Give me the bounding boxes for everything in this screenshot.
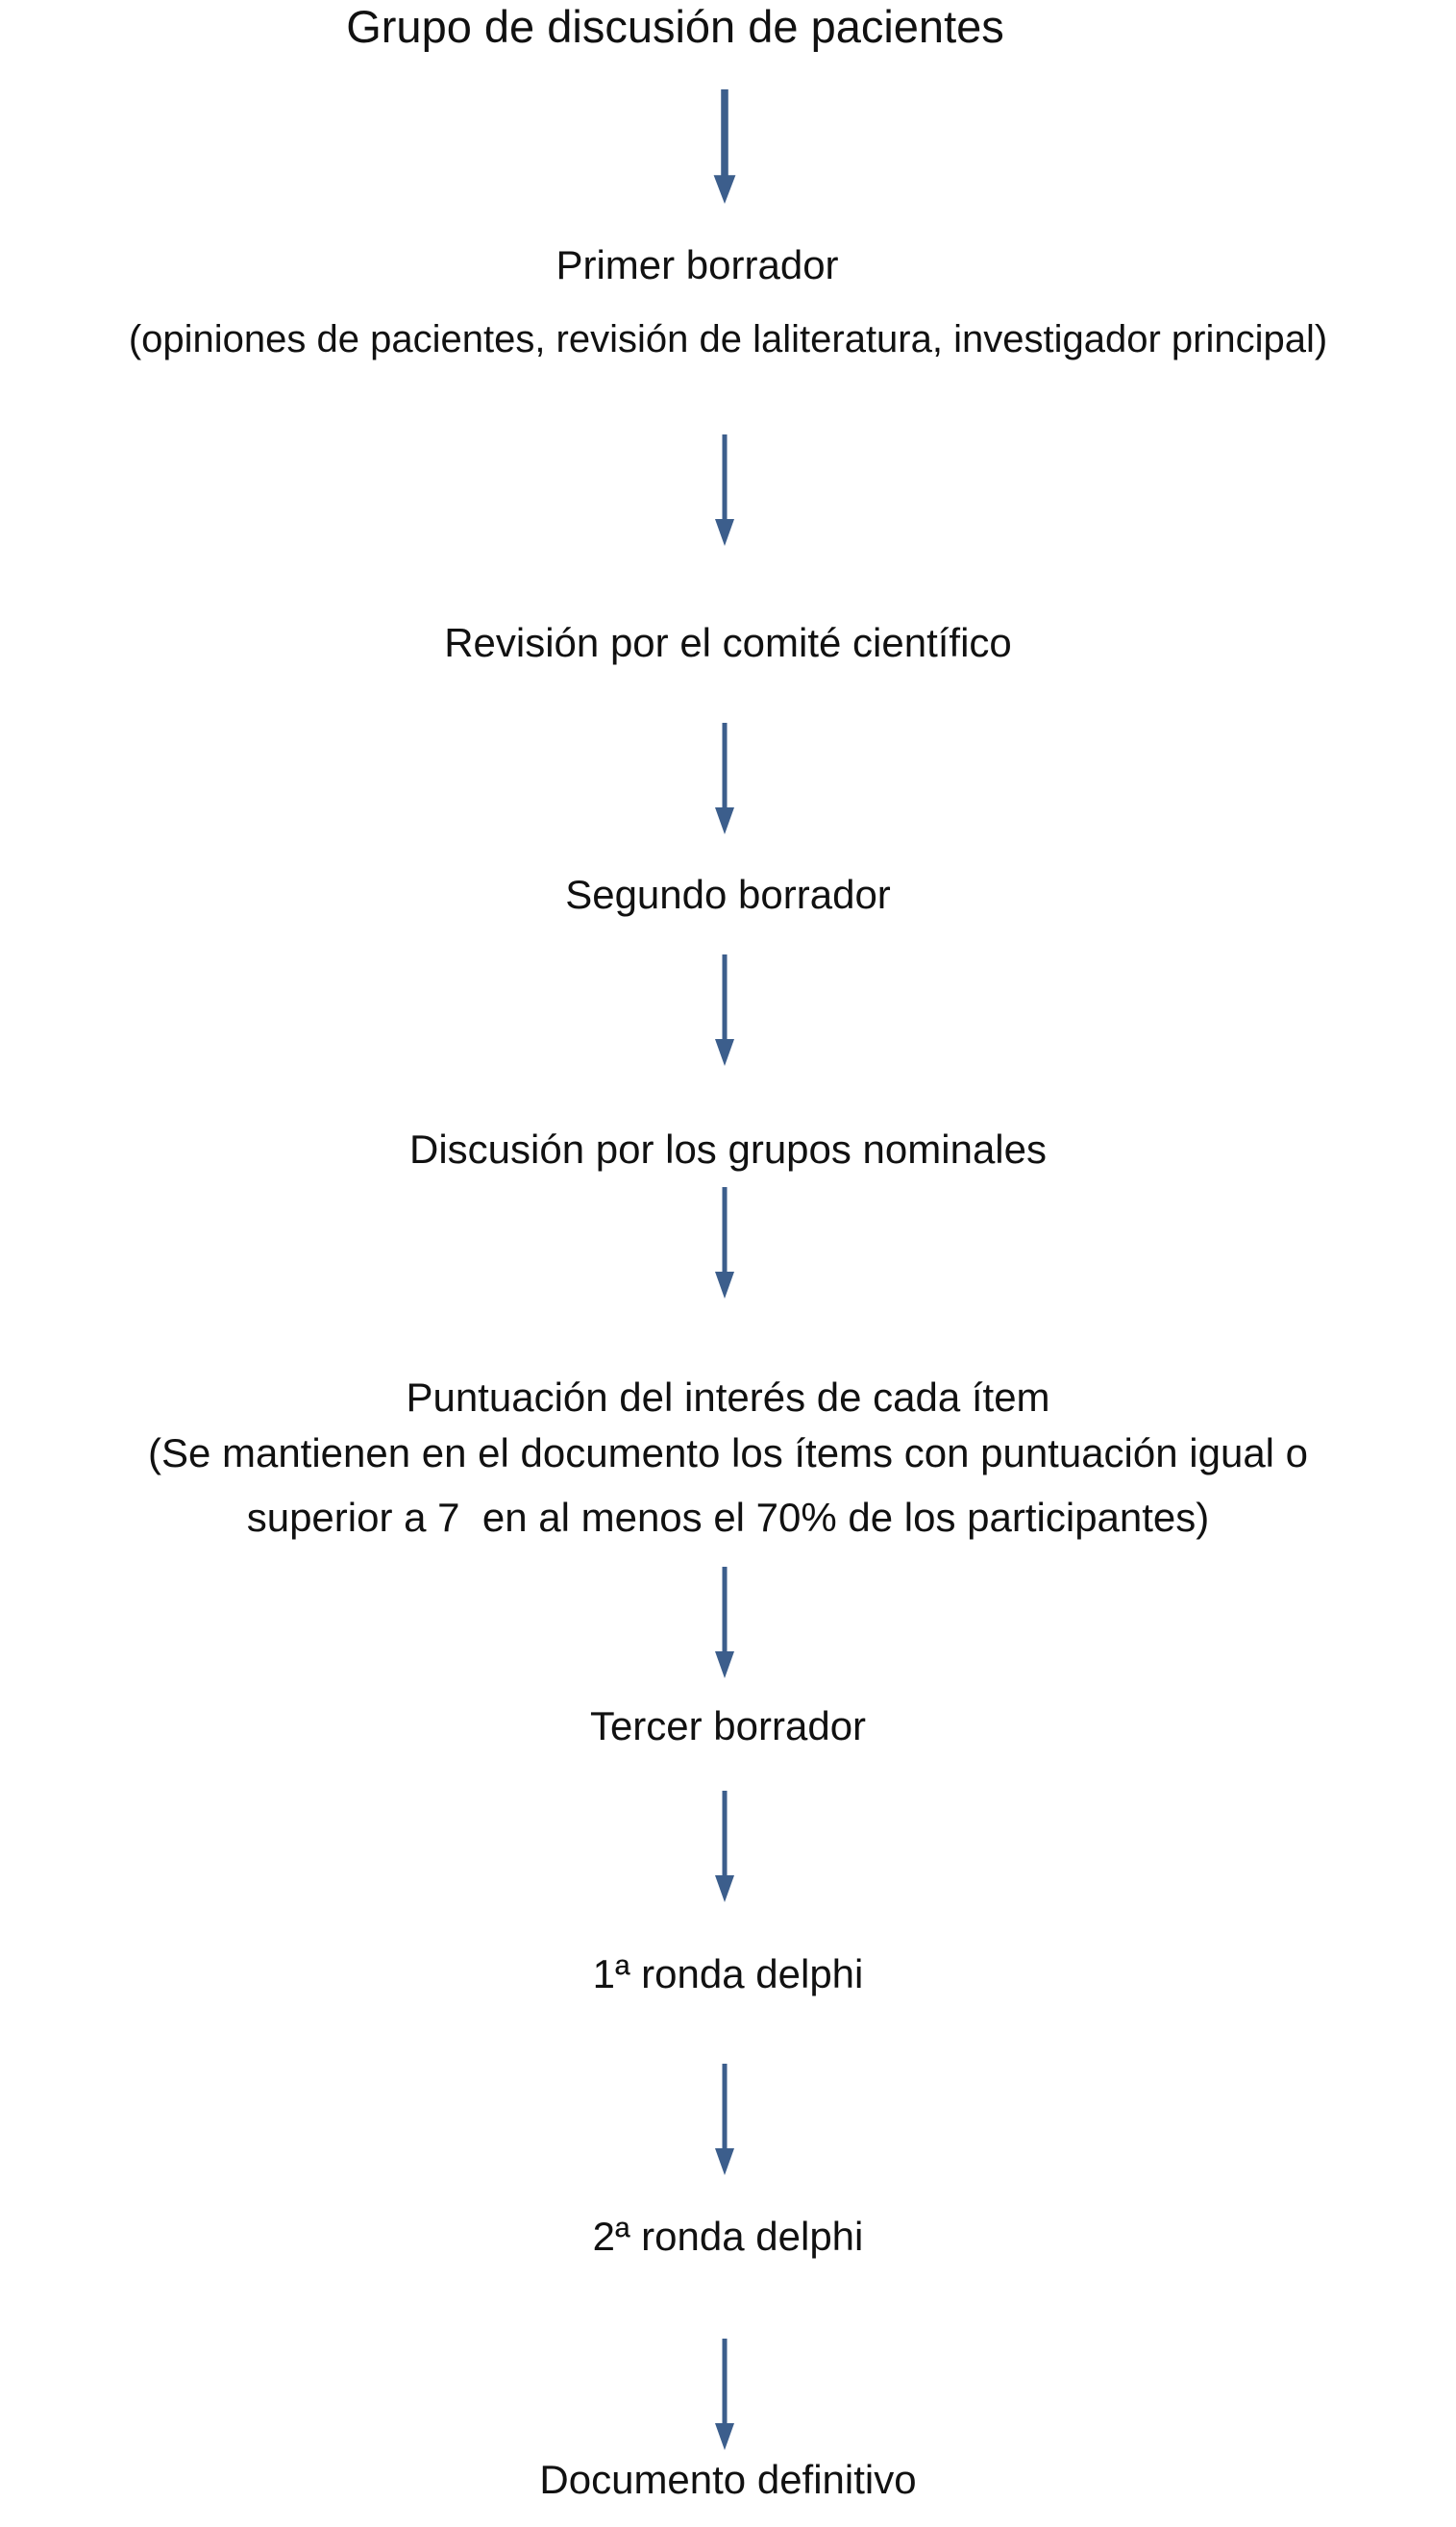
flow-node-label: 1ª ronda delphi [592,1951,864,1996]
arrow-down-icon [713,434,736,546]
flow-node-label: Documento definitivo [539,2457,917,2502]
flow-node-label: Tercer borrador [589,1703,867,1748]
arrow-down-icon [713,1567,736,1678]
arrow-down-icon [713,2339,736,2450]
flow-node-label: Primer borrador [555,242,839,287]
arrow-down-icon [713,1187,736,1299]
flow-node-label: Discusión por los grupos nominales [409,1127,1047,1172]
arrow-down-icon [713,723,736,834]
flow-node-label: Segundo borrador [565,872,891,917]
arrow-down-icon [713,1791,736,1902]
flow-node-label: Revisión por el comité científico [444,620,1012,665]
arrow-down-icon [713,2064,736,2175]
flow-node-label: Grupo de discusión de pacientes [346,1,1004,52]
flow-node-subtext: superior a 7 en al menos el 70% de los participantes) [246,1495,1210,1540]
flow-node-subtext: (opiniones de pacientes, revisión de laliteratura, investigador principal) [128,318,1328,360]
flow-node-label: 2ª ronda delphi [592,2214,864,2259]
flow-node-subtext: (Se mantienen en el documento los ítems con puntuación igual o [147,1430,1309,1475]
flow-node-label: Puntuación del interés de cada ítem [406,1375,1050,1420]
arrow-down-icon [711,89,738,204]
arrow-down-icon [713,954,736,1066]
